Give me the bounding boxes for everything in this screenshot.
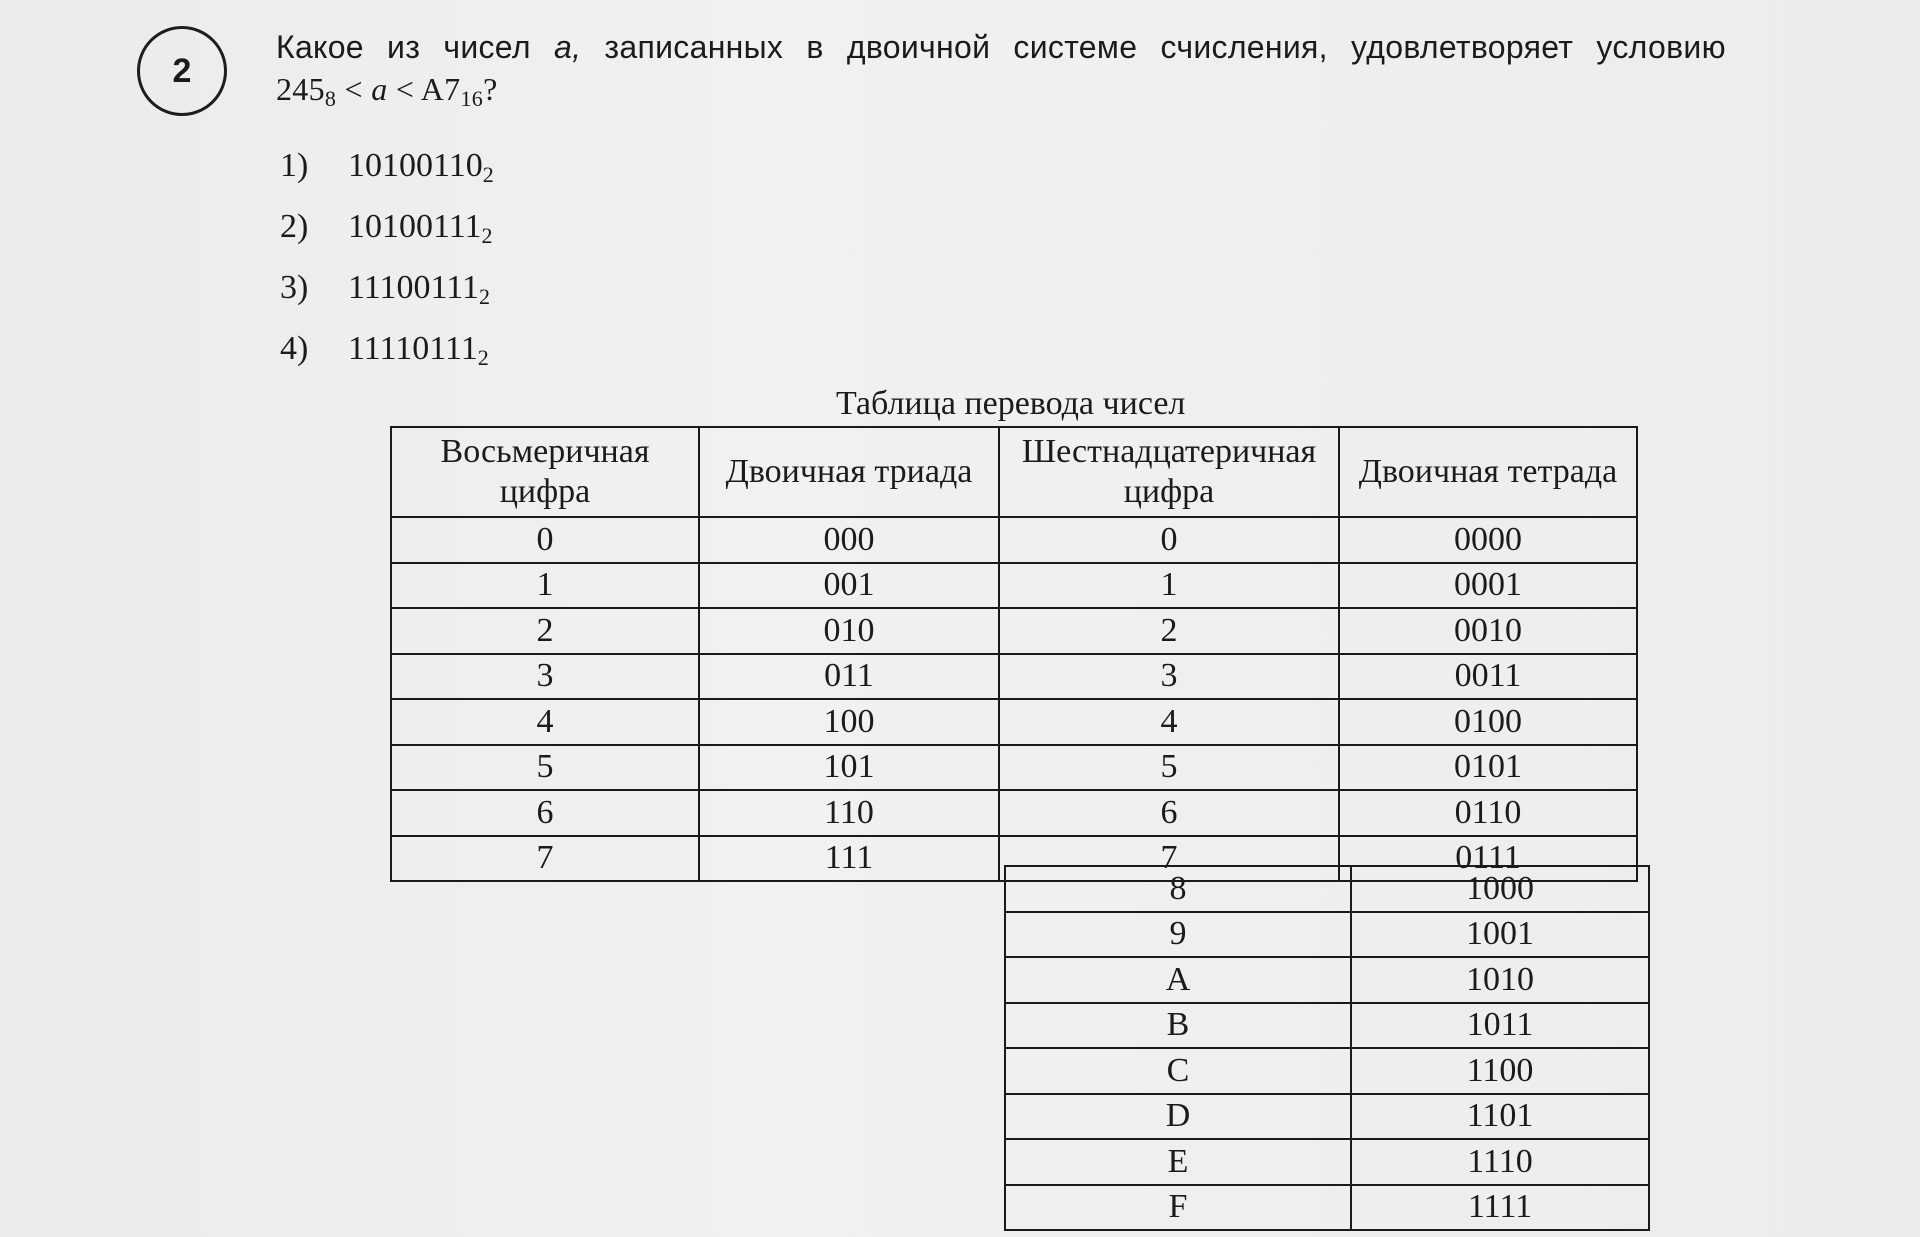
table-row <box>1005 866 1649 912</box>
table-row <box>391 745 1637 791</box>
table-row <box>1005 1139 1649 1185</box>
question-word: условию <box>1596 29 1726 65</box>
hex-digit-cell: 9 <box>1005 912 1351 958</box>
hex-digit-cell: E <box>1005 1139 1351 1185</box>
answer-number: 4) <box>280 330 309 367</box>
header-binary-triad: Двоичная триада <box>699 427 999 517</box>
condition-left-base: 8 <box>324 86 337 111</box>
table-row <box>391 517 1637 563</box>
binary-triad-cell: 011 <box>699 654 999 700</box>
table-row <box>391 790 1637 836</box>
question-word: в <box>806 29 824 65</box>
binary-tetrad-cell: 0111 <box>1339 836 1637 882</box>
question-word: из <box>387 29 421 65</box>
octal-digit-cell: 7 <box>391 836 699 882</box>
answer-number: 2) <box>280 208 309 245</box>
conversion-table <box>390 426 1638 882</box>
table-row <box>1005 957 1649 1003</box>
binary-tetrad-cell: 1110 <box>1351 1139 1649 1185</box>
table-row <box>391 563 1637 609</box>
conversion-table-hex-continuation <box>1004 865 1650 1231</box>
question-word: Какое <box>276 29 364 65</box>
table-row <box>1005 1003 1649 1049</box>
table-row <box>1005 912 1649 958</box>
binary-triad-cell: 101 <box>699 745 999 791</box>
table-row <box>391 608 1637 654</box>
question-word: удовлетворяет <box>1351 29 1574 65</box>
binary-triad-cell: 111 <box>699 836 999 882</box>
binary-tetrad-cell: 0011 <box>1339 654 1637 700</box>
answer-value: 10100110 <box>348 147 483 184</box>
answer-base: 2 <box>477 345 489 370</box>
answer-value: 11100111 <box>348 269 479 306</box>
answer-option[interactable] <box>280 262 494 323</box>
table-row <box>391 654 1637 700</box>
hex-digit-cell: 3 <box>999 654 1339 700</box>
table-title: Таблица перевода чисел <box>836 385 1186 422</box>
binary-tetrad-cell: 0100 <box>1339 699 1637 745</box>
binary-tetrad-cell: 1111 <box>1351 1185 1649 1231</box>
binary-triad-cell: 001 <box>699 563 999 609</box>
answer-option[interactable] <box>280 323 494 384</box>
question-condition <box>276 68 1726 120</box>
answer-value: 11110111 <box>348 330 478 367</box>
condition-less-than-2: < <box>395 71 415 107</box>
task-number: 2 <box>172 51 192 90</box>
answer-value: 10100111 <box>348 208 482 245</box>
binary-tetrad-cell: 1011 <box>1351 1003 1649 1049</box>
hex-digit-cell: 0 <box>999 517 1339 563</box>
hex-digit-cell: B <box>1005 1003 1351 1049</box>
octal-digit-cell: 0 <box>391 517 699 563</box>
hex-digit-cell: 1 <box>999 563 1339 609</box>
answer-option[interactable] <box>280 140 494 201</box>
hex-digit-cell: F <box>1005 1185 1351 1231</box>
binary-triad-cell: 010 <box>699 608 999 654</box>
hex-digit-cell: D <box>1005 1094 1351 1140</box>
binary-tetrad-cell: 0110 <box>1339 790 1637 836</box>
question-word: чисел <box>443 29 531 65</box>
binary-tetrad-cell: 0000 <box>1339 517 1637 563</box>
table-row <box>1005 1094 1649 1140</box>
condition-less-than-1: < <box>344 71 363 107</box>
binary-tetrad-cell: 0010 <box>1339 608 1637 654</box>
question-text <box>276 26 1726 120</box>
header-octal-digit: Восьмеричная цифра <box>391 427 699 517</box>
question-word: a, <box>553 29 582 65</box>
condition-question-mark: ? <box>483 71 498 107</box>
task-number-badge <box>137 26 227 116</box>
header-hex-digit: Шестнадцатеричная цифра <box>999 427 1339 517</box>
answer-option[interactable] <box>280 201 494 262</box>
binary-triad-cell: 100 <box>699 699 999 745</box>
hex-digit-cell: 2 <box>999 608 1339 654</box>
binary-tetrad-cell: 1100 <box>1351 1048 1649 1094</box>
table-row <box>1005 1185 1649 1231</box>
hex-digit-cell: 8 <box>1005 866 1351 912</box>
hex-digit-cell: A <box>1005 957 1351 1003</box>
condition-right-base: 16 <box>460 86 484 111</box>
hex-digit-cell: 7 <box>999 836 1339 882</box>
question-word: двоичной <box>846 29 991 65</box>
hex-digit-cell: 4 <box>999 699 1339 745</box>
header-binary-tetrad: Двоичная тетрада <box>1339 427 1637 517</box>
octal-digit-cell: 6 <box>391 790 699 836</box>
hex-digit-cell: 5 <box>999 745 1339 791</box>
binary-tetrad-cell: 1010 <box>1351 957 1649 1003</box>
octal-digit-cell: 3 <box>391 654 699 700</box>
binary-tetrad-cell: 0001 <box>1339 563 1637 609</box>
question-word: системе <box>1013 29 1138 65</box>
question-word: записанных <box>604 29 784 65</box>
condition-right-number: A7 <box>420 71 461 107</box>
answer-base: 2 <box>482 162 494 187</box>
octal-digit-cell: 1 <box>391 563 699 609</box>
binary-tetrad-cell: 0101 <box>1339 745 1637 791</box>
binary-triad-cell: 110 <box>699 790 999 836</box>
octal-digit-cell: 4 <box>391 699 699 745</box>
answer-base: 2 <box>481 223 493 248</box>
table-row <box>1005 1048 1649 1094</box>
question-word: счисления, <box>1160 29 1328 65</box>
answer-base: 2 <box>478 284 490 309</box>
table-header-row <box>391 427 1637 517</box>
binary-triad-cell: 000 <box>699 517 999 563</box>
hex-digit-cell: 6 <box>999 790 1339 836</box>
answer-number: 1) <box>280 147 309 184</box>
question-line-1 <box>276 26 1726 68</box>
binary-tetrad-cell: 1101 <box>1351 1094 1649 1140</box>
octal-digit-cell: 2 <box>391 608 699 654</box>
octal-digit-cell: 5 <box>391 745 699 791</box>
binary-tetrad-cell: 1001 <box>1351 912 1649 958</box>
binary-tetrad-cell: 1000 <box>1351 866 1649 912</box>
answer-number: 3) <box>280 269 309 306</box>
answer-options <box>280 140 494 384</box>
hex-digit-cell: C <box>1005 1048 1351 1094</box>
condition-left-number: 245 <box>276 71 325 107</box>
table-row <box>391 699 1637 745</box>
condition-variable: a <box>371 71 388 107</box>
